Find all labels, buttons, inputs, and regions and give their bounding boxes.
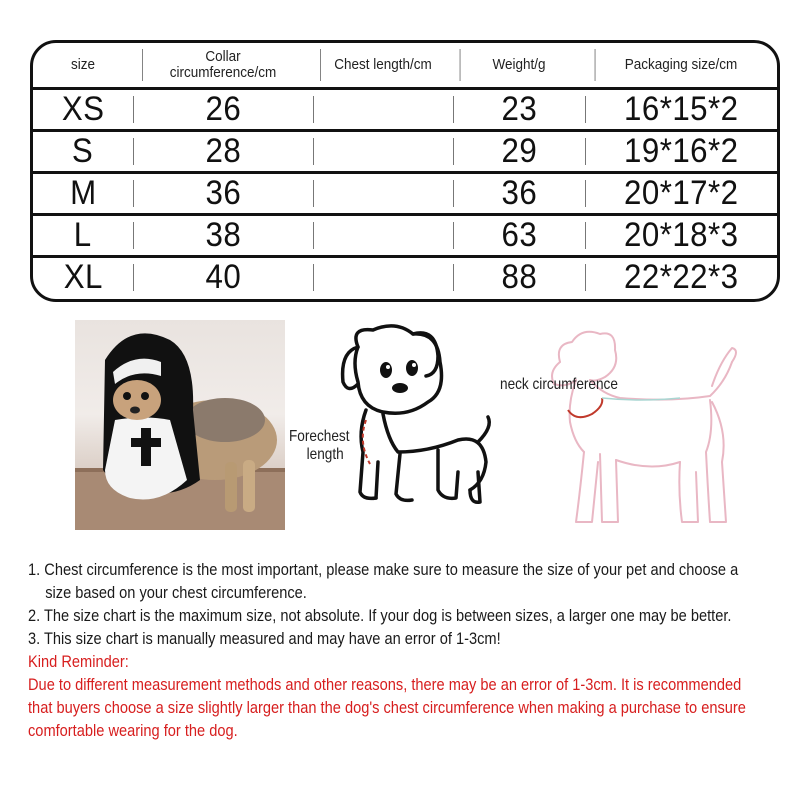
header-packaging: Packaging size/cm bbox=[595, 43, 768, 87]
table-header-row bbox=[33, 43, 777, 87]
forechest-label-line1: Forechest bbox=[289, 428, 350, 445]
weight-cell: 63 bbox=[453, 216, 585, 255]
yorkie-nun-costume-icon bbox=[75, 320, 285, 530]
neck-circumference-label: neck circumference bbox=[500, 376, 618, 393]
weight-cell: 29 bbox=[453, 132, 585, 171]
table-row bbox=[33, 129, 777, 171]
packaging-cell: 16*15*2 bbox=[585, 90, 777, 129]
chest-cell bbox=[313, 90, 453, 129]
kind-reminder-line3: comfortable wearing for the dog. bbox=[28, 721, 238, 740]
size-cell: S bbox=[72, 132, 94, 170]
header-weight: Weight/g bbox=[460, 43, 579, 87]
note-2: 2. The size chart is the maximum size, not absolute. If your dog is between sizes, a larger one may be better. bbox=[28, 606, 732, 625]
collar-cell: 40 bbox=[133, 258, 313, 297]
size-chart-table bbox=[30, 40, 780, 302]
kind-reminder-line1: Due to different measurement methods and other reasons, there may be an error of 1-3cm. It is recommended bbox=[28, 675, 742, 694]
size-cell: XL bbox=[63, 258, 103, 296]
chest-cell bbox=[313, 132, 453, 171]
chest-cell bbox=[313, 216, 453, 255]
header-size: size bbox=[70, 56, 96, 73]
note-3: 3. This size chart is manually measured and may have an error of 1-3cm! bbox=[28, 629, 501, 648]
kind-reminder-title: Kind Reminder: bbox=[28, 652, 129, 671]
collar-cell: 28 bbox=[133, 132, 313, 171]
kind-reminder-line2: that buyers choose a size slightly larger than the dog's chest circumference when making a purchase to ensure bbox=[28, 698, 746, 717]
packaging-cell: 22*22*3 bbox=[585, 258, 777, 297]
packaging-cell: 20*18*3 bbox=[585, 216, 777, 255]
weight-cell: 36 bbox=[453, 174, 585, 213]
header-collar bbox=[142, 43, 304, 87]
size-notes bbox=[28, 558, 788, 742]
header-collar-line1: Collar bbox=[205, 48, 241, 65]
forechest-label-line2: length bbox=[306, 446, 344, 463]
note-1-line2: size based on your chest circumference. bbox=[45, 583, 307, 602]
collar-cell: 26 bbox=[133, 90, 313, 129]
header-collar-line2: circumference/cm bbox=[169, 64, 277, 81]
weight-cell: 23 bbox=[453, 90, 585, 129]
forechest-label bbox=[289, 428, 349, 464]
note-1-line1: 1. Chest circumference is the most important, please make sure to measure the size of your pet and choose a bbox=[28, 560, 739, 579]
table-row bbox=[33, 213, 777, 255]
size-cell: L bbox=[74, 216, 92, 254]
size-cell: M bbox=[69, 174, 97, 212]
chest-cell bbox=[313, 258, 453, 297]
line-art-dog-icon bbox=[288, 322, 500, 520]
collar-cell: 36 bbox=[133, 174, 313, 213]
outline-dog-icon bbox=[500, 322, 760, 532]
packaging-cell: 19*16*2 bbox=[585, 132, 777, 171]
size-cell: XS bbox=[61, 90, 105, 128]
collar-cell: 38 bbox=[133, 216, 313, 255]
table-row bbox=[33, 171, 777, 213]
table-row bbox=[33, 87, 777, 129]
packaging-cell: 20*17*2 bbox=[585, 174, 777, 213]
table-row bbox=[33, 255, 777, 297]
weight-cell: 88 bbox=[453, 258, 585, 297]
chest-cell bbox=[313, 174, 453, 213]
pet-costume-photo bbox=[75, 320, 285, 530]
header-chest: Chest length/cm bbox=[320, 43, 446, 87]
